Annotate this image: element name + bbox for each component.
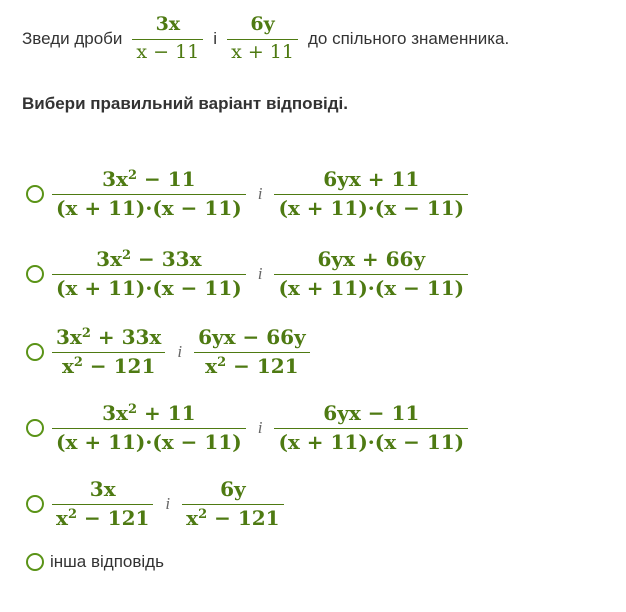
option-fraction-b — [182, 478, 283, 530]
numerator-base: 3x — [56, 325, 82, 349]
fraction-denominator: (x + 11)·(x − 11) — [278, 196, 465, 221]
radio-button[interactable] — [26, 553, 44, 571]
exponent: 2 — [217, 355, 227, 371]
fraction-denominator — [52, 507, 153, 530]
fraction-bar — [274, 428, 468, 429]
fraction-denominator: (x + 11)·(x − 11) — [278, 276, 465, 301]
fraction-bar — [132, 39, 203, 40]
radio-button[interactable] — [26, 265, 44, 283]
fraction-6y-over-x-plus-11 — [227, 14, 298, 64]
radio-button[interactable] — [26, 419, 44, 437]
answer-option-2[interactable] — [26, 248, 472, 300]
fraction-denominator: (x + 11)·(x − 11) — [56, 196, 242, 221]
denominator-base: x — [61, 354, 74, 379]
numerator-rest: − 33x — [131, 247, 202, 271]
answer-option-other[interactable] — [26, 552, 164, 572]
denominator-rest: − 121 — [207, 506, 280, 531]
fraction-numerator: 6y — [220, 477, 246, 501]
fraction-bar — [182, 504, 283, 505]
question-connector: і — [213, 29, 218, 48]
fraction-bar — [52, 428, 246, 429]
exponent: 2 — [127, 167, 138, 183]
fraction-numerator — [92, 248, 205, 271]
option-fraction-a — [52, 326, 165, 378]
option-fraction-b — [274, 402, 468, 454]
numerator-base: 3x — [102, 401, 128, 425]
answer-option-5[interactable] — [26, 478, 288, 530]
fraction-denominator: (x + 11)·(x − 11) — [56, 276, 242, 301]
exponent: 2 — [122, 247, 132, 263]
option-fraction-b — [274, 168, 468, 220]
question-prefix: Зведи дроби — [22, 29, 123, 48]
option-fraction-a — [52, 248, 246, 300]
separator-and: і — [257, 184, 263, 204]
radio-button[interactable] — [26, 185, 44, 203]
other-answer-label: інша відповідь — [50, 552, 164, 571]
denominator-rest: − 121 — [76, 506, 150, 531]
radio-button[interactable] — [26, 495, 44, 513]
separator-and: і — [257, 264, 263, 284]
option-fraction-a — [52, 402, 246, 454]
fraction-numerator: 6yx + 66y — [317, 247, 426, 271]
fraction-denominator — [201, 355, 302, 378]
fraction-numerator: 3x — [155, 12, 181, 35]
exponent: 2 — [73, 355, 83, 371]
fraction-denominator — [58, 355, 159, 378]
fraction-numerator — [52, 326, 165, 349]
fraction-bar — [194, 352, 310, 353]
denominator-rest: − 121 — [226, 354, 299, 379]
fraction-bar — [52, 274, 246, 275]
fraction-numerator: 3x — [89, 477, 116, 501]
fraction-denominator — [182, 507, 283, 530]
numerator-rest: + 33x — [90, 325, 162, 349]
numerator-rest: + 11 — [137, 401, 196, 425]
answer-option-4[interactable] — [26, 402, 472, 454]
fraction-numerator — [98, 168, 199, 191]
numerator-base: 3x — [96, 247, 123, 271]
denominator-base: x — [56, 506, 68, 531]
exponent: 2 — [67, 507, 77, 523]
fraction-bar — [227, 39, 298, 40]
option-fraction-b — [274, 248, 468, 300]
fraction-denominator: (x + 11)·(x − 11) — [278, 430, 465, 455]
denominator-rest: − 121 — [82, 354, 156, 379]
fraction-bar — [52, 352, 165, 353]
fraction-bar — [52, 504, 153, 505]
answer-option-1[interactable] — [26, 168, 472, 220]
fraction-numerator: 6y — [250, 12, 275, 35]
numerator-rest: − 11 — [137, 167, 196, 191]
fraction-bar — [274, 274, 468, 275]
fraction-numerator: 6yx + 11 — [323, 167, 420, 191]
fraction-numerator: 6yx − 66y — [198, 325, 306, 349]
exponent: 2 — [198, 507, 208, 523]
separator-and: і — [165, 494, 171, 514]
radio-button[interactable] — [26, 343, 44, 361]
fraction-numerator — [98, 402, 199, 425]
separator-and: і — [257, 418, 263, 438]
instruction-text: Вибери правильний варіант відповіді. — [22, 94, 348, 113]
fraction-denominator: x + 11 — [231, 41, 294, 64]
question-line — [22, 8, 509, 70]
option-fraction-a — [52, 478, 153, 530]
numerator-base: 3x — [102, 167, 128, 191]
option-fraction-a — [52, 168, 246, 220]
fraction-numerator: 6yx − 11 — [323, 401, 420, 425]
denominator-base: x — [205, 354, 218, 379]
fraction-bar — [274, 194, 468, 195]
fraction-3x-over-x-minus-11 — [132, 14, 203, 64]
fraction-bar — [52, 194, 246, 195]
exponent: 2 — [81, 325, 91, 341]
exponent: 2 — [127, 401, 138, 417]
fraction-denominator: x − 11 — [136, 41, 200, 64]
question-suffix: до спільного знаменника. — [307, 29, 510, 48]
answer-option-3[interactable] — [26, 326, 314, 378]
separator-and: і — [177, 342, 183, 362]
denominator-base: x — [186, 506, 199, 531]
fraction-denominator: (x + 11)·(x − 11) — [56, 430, 242, 455]
option-fraction-b — [194, 326, 310, 378]
